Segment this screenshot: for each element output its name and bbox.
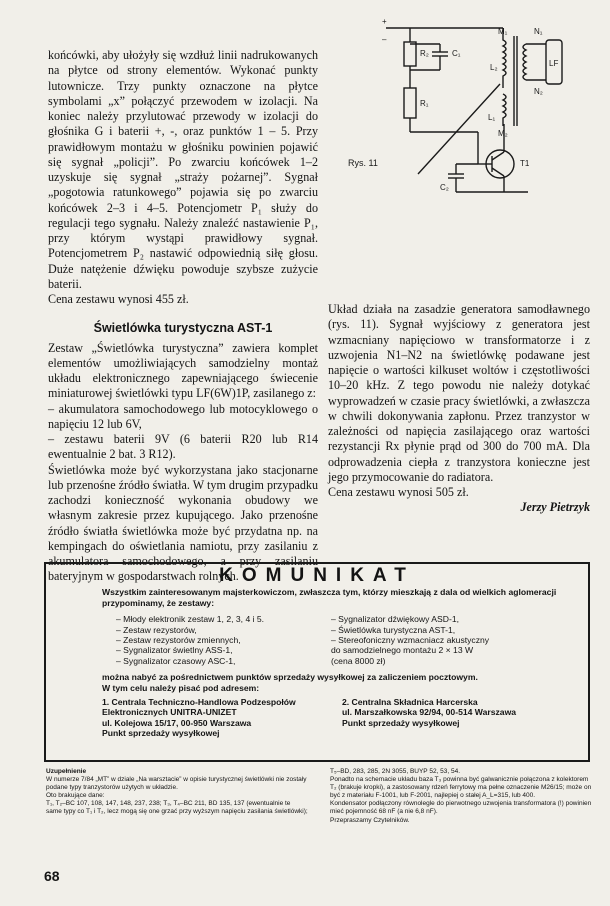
list-item: – Młody elektronik zestaw 1, 2, 3, 4 i 5. — [116, 614, 265, 625]
paragraph: Układ działa na zasadzie generatora samodławnego (rys. 11). Sygnał wyjściowy z generatora jest wzmacniany napięciowo w transformatorze i z uzwojenia N1–N2 na świetlówkę podawane jest napięcie o wartości kilkuset woltów i częstotliwości 10–20 kHz. Z tego powodu nie należy dotykać wyprowadzeń w czasie pracy świetlówki, a zwłaszcza w chwili dokonywania zapłonu. Przez tranzystor w zależności od napięcia zasilającego oraz wartości rezystancji Rx płynie prąd od 300 do 700 mA. Dla odprowadzenia ciepła z tranzystora konieczne jest jego przymocowanie do radiatora. — [328, 302, 590, 484]
list-item: – Zestaw rezystorów, — [116, 624, 197, 635]
address-line: Punkt sprzedaży wysyłkowej — [102, 728, 220, 739]
supplement-paragraph: W numerze 7/84 „MT” w dziale „Na warsztacie” w opisie turystycznej świetlówki nie zostały podane typy tranzystorów użytych w układzie. — [46, 776, 307, 792]
list-item: – zestawu baterii 9V (6 baterii R20 lub R14 ewentualnie 2 bat. 3 R12). — [48, 432, 318, 462]
supplement-note — [40, 768, 592, 854]
section-heading: Świetlówka turystyczna AST-1 — [93, 321, 273, 336]
plus-terminal-label: + — [382, 17, 387, 26]
price-line: Cena zestawu wynosi 505 zł. — [328, 485, 469, 499]
paragraph-continued — [328, 210, 590, 302]
supplement-paragraph: T₁, T₂–BC 107, 108, 147, 148, 237, 238; T₃, T₄–BC 211, BD 135, 137 (ewentualnie te same typy co T₁ i T₂, lecz mogą się one grzać przy wyższym napięciu zasilania świetlówki); — [46, 800, 308, 816]
list-item: (cena 8000 zł) — [331, 655, 386, 666]
l1-label: L₁ — [488, 113, 496, 122]
address-line: Punkt sprzedaży wysyłkowej — [342, 717, 460, 728]
minus-terminal-label: – — [382, 35, 387, 44]
address-line: 1. Centrala Techniczno-Handlowa Podzespołów — [102, 697, 296, 708]
list-item: do samodzielnego montażu 2 × 13 W — [331, 645, 474, 656]
t1-label: T1 — [520, 159, 530, 168]
author-signature: Jerzy Pietrzyk — [520, 500, 590, 515]
kit-list-right — [331, 614, 546, 666]
supplement-paragraph: T₅–BD, 283, 285, 2N 3055, BUYP 52, 53, 54. — [330, 768, 461, 775]
list-item: – Zestaw rezystorów zmiennych, — [116, 635, 241, 646]
address-line: ul. Kolejowa 15/17, 00-950 Warszawa — [102, 717, 252, 728]
r2-label: R₂ — [420, 49, 429, 58]
order-note-2: W tym celu należy pisać pod adresem: — [102, 682, 260, 693]
address-line: 2. Centralna Składnica Harcerska — [342, 697, 478, 708]
right-text-column — [328, 210, 590, 516]
supplement-paragraph: Przepraszamy Czytelników. — [330, 816, 410, 824]
paragraph: Zestaw „Świetlówka turystyczna” zawiera komplet elementów umożliwiających samodzielny montaż układu elektronicznego zapewniającego świecenie miniaturowej świetlówki typu LF(6W)1P, zasilanego z: — [48, 340, 318, 401]
supplement-paragraph: Ponadto na schemacie układu baza T₃ powinna być galwanicznie połączona z kolektorem T₂ (brakuje kropki), a zastosowany rdzeń ferrytowy ma pełne oznaczenie M26/15; może on być z materiału F-1001, lub F-2001, najlepiej o stałej A_L=315, lub 400. — [330, 776, 592, 800]
list-item: – Sygnalizator czasowy ASC-1, — [116, 655, 236, 666]
circuit-schematic — [328, 14, 600, 206]
supplement-left — [46, 768, 308, 817]
supplement-paragraph: Kondensator podłączony równolegle do pierwotnego uzwojenia transformatora (!) powinien mieć pojemność 68 nF (a nie 6,8 nF). — [330, 800, 592, 816]
l2-label: L₂ — [490, 63, 498, 72]
paragraph — [48, 462, 318, 584]
list-item: – akumulatora samochodowego lub motocyklowego o napięciu 12 lub 6V, — [48, 401, 318, 431]
m1-label: M₁ — [498, 27, 508, 36]
paragraph: końcówki, aby ułożyły się wzdłuż linii nadrukowanych na płytce od strony elementów. Wykonać punkty lutownicze. Trzy punkty oznaczone na płytce symbolami „x” połączyć przewodem w izolacji. Na koniec należy przylutować przewody w izolacji do głośnika G i baterii +, -, oraz punktów 1 – 5. Przy prawidłowym montażu w głośniku powinien pojawić się sygnał „policji”. Po zwarciu końcówek 1–2 uzyskuje się sygnał „straży pożarnej”. Sygnał „pogotowia ratunkowego” pojawia się po zwarciu końcówek 2–3 i 4–5. Potencjometr P₁ służy do regulacji tego sygnału. Należy znaleźć nastawienie P₁, przy którym wystąpi prawidłowy sygnał. Potencjometrem P₂ nastawić odpowiednią siłę głosu. Duże natężenie dźwięku powoduje szybsze zużycie baterii. — [48, 48, 318, 291]
announcement-title: KOMUNIKAT — [219, 565, 415, 586]
c1-label: C₁ — [452, 49, 461, 58]
order-note: można nabyć za pośrednictwem punktów sprzedaży wysyłkowej za zaliczeniem pocztowym. — [102, 672, 478, 683]
kit-list-left — [116, 614, 331, 666]
address-1 — [102, 697, 342, 739]
address-line: Elektronicznych UNITRA-UNIZET — [102, 707, 237, 718]
list-item: – Sygnalizator świetlny ASS-1, — [116, 645, 233, 656]
announcement-box — [44, 562, 590, 762]
announcement-intro: Wszystkim zainteresowanym majsterkowiczom, zwłaszcza tym, którzy mieszkają z dala od wielkich aglomeracji przypominamy, że zestawy: — [102, 587, 557, 608]
lf-label: LF — [549, 59, 559, 68]
left-text-column — [48, 48, 318, 584]
list-item: – Stereofoniczny wzmacniacz akustyczny — [331, 635, 490, 646]
address-line: ul. Marszałkowska 92/94, 00-514 Warszawa — [342, 707, 517, 718]
list-item: – Świetlówka turystyczna AST-1, — [331, 624, 456, 635]
supplement-heading: Uzupełnienie — [46, 768, 87, 775]
kit-list — [116, 614, 588, 666]
price-line: Cena zestawu wynosi 455 zł. — [48, 292, 189, 306]
page-number: 68 — [44, 868, 60, 884]
addresses — [102, 697, 588, 739]
m2-label: M₂ — [498, 129, 508, 138]
supplement-paragraph: Oto brakujące dane: — [46, 792, 105, 800]
c2-label: C₂ — [440, 183, 449, 192]
figure-caption: Rys. 11 — [348, 158, 378, 168]
r1-label: R₁ — [420, 99, 429, 108]
address-2 — [342, 697, 582, 739]
supplement-right — [330, 768, 592, 825]
n1-label: N₁ — [534, 27, 543, 36]
list-item: – Sygnalizator dźwiękowy ASD-1, — [331, 614, 460, 625]
n2-label: N₂ — [534, 87, 543, 96]
paragraph-continued: Świetlówka może być wykorzystana jako stacjonarne lub przenośne źródło światła. W tym drugim przypadku zachodzi konieczność wykonania obudowy we własnym zakresie przez kupującego. Jako przenośne źródło światła świetlówka może być przydatna np. na kempingach do oświetlania namiotu, przy zasilaniu z akumulatora samochodowego, a przy zasilaniu bateryjnym w gospodarstwach rolnych. — [48, 462, 318, 584]
